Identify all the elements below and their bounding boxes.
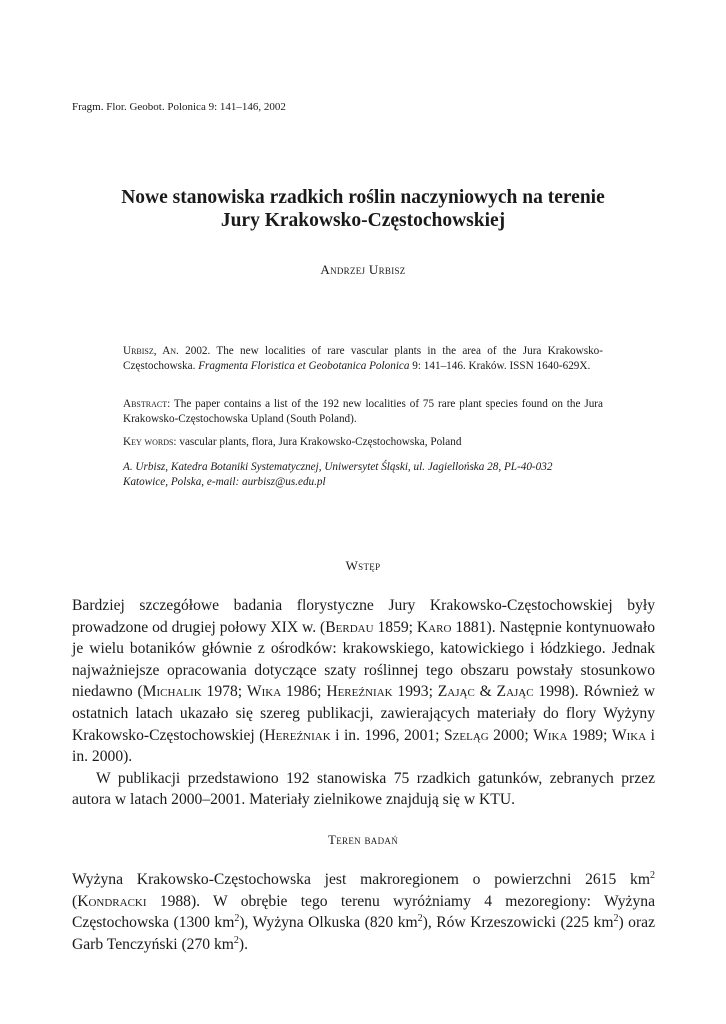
citation-text-2: 9: 141–146. Kraków. ISSN 1640-629X. — [409, 360, 591, 373]
cited-author: Hereźniak — [326, 683, 393, 701]
text-run: ( — [72, 892, 78, 910]
text-run: 1989; — [567, 726, 612, 744]
text-run: ) oraz Garb Tenczyński (270 km — [72, 914, 655, 953]
keywords-text: vascular plants, flora, Jura Krakowsko-Częstochowska, Poland — [176, 436, 462, 448]
keywords-label: Key words: — [123, 436, 177, 448]
text-run: 1998). Również w ostatnich latach ukazało się szereg publikacji, zawierających materiały do flory Wyżyny Krakowsko-Częstochowskiej ( — [72, 683, 655, 744]
text-run: 1978; — [201, 683, 247, 701]
journal-citation-header: Fragm. Flor. Geobot. Polonica 9: 141–146, 2002 — [72, 101, 286, 113]
intro-paragraph-1 — [72, 595, 655, 768]
superscript: 2 — [417, 913, 423, 924]
text-run: 1986; — [281, 683, 327, 701]
study-area-body — [72, 869, 655, 955]
text-run: ), Rów Krzeszowicki (225 km — [422, 914, 614, 932]
author-address — [123, 460, 603, 490]
study-area-paragraph — [72, 869, 655, 955]
text-run: ). — [238, 935, 248, 953]
abstract-text: The paper contains a list of the 192 new localities of 75 rare plant species found on the Jura Krakowsko-Częstochowska Upland (South Poland). — [123, 398, 603, 426]
intro-paragraph-2: W publikacji przedstawiono 192 stanowiska 75 rzadkich gatunków, zebranych przez autora w latach 2000–2001. Materiały zielnikowe znajdują się w KTU. — [72, 769, 655, 809]
section-heading-intro: Wstęp — [345, 558, 381, 573]
section-heading-study-area: Teren badań — [328, 832, 398, 847]
text-run: i in. 1996, 2001; — [330, 726, 444, 744]
cited-author: Szeląg — [443, 726, 489, 744]
citation-text-1: 2002. The new localities of rare vascular plants in the area of the Jura Krakowsko-Częstochowska. — [123, 345, 603, 373]
author-name: Andrzej Urbisz — [320, 262, 406, 277]
text-run: 1993; — [392, 683, 438, 701]
superscript: 2 — [650, 869, 655, 881]
text-run: ), Wyżyna Olkuska (820 km — [239, 914, 418, 932]
citation-block — [123, 344, 603, 374]
keywords — [123, 435, 603, 450]
address-line-1: A. Urbisz, Katedra Botaniki Systematycznej, Uniwersytet Śląski, ul. Jagiellońska 28, PL-40-032 — [123, 461, 553, 473]
cited-author: Berdau — [325, 618, 374, 636]
citation-journal: Fragmenta Floristica et Geobotanica Polonica — [198, 360, 410, 373]
superscript: 2 — [233, 934, 239, 946]
text-run: Wyżyna Krakowsko-Częstochowska jest makroregionem o powierzchni 2615 km — [72, 871, 650, 888]
abstract-label: Abstract: — [123, 398, 171, 410]
cited-author: Michalik — [142, 683, 202, 701]
address-line-2: Katowice, Polska, e-mail: aurbisz@us.edu.pl — [123, 476, 326, 489]
text-run: 2000; — [488, 726, 534, 744]
cited-author: Kondracki — [77, 892, 147, 910]
text-run: 1988). W obrębie tego terenu wyróżniamy 4 mezoregiony: Wyżyna Częstochowska (1300 km — [72, 892, 655, 932]
title-line-1: Nowe stanowiska rzadkich roślin naczyniowych na terenie — [121, 187, 605, 208]
intro-body — [72, 595, 655, 811]
title-line-2: Jury Krakowsko-Częstochowskiej — [220, 210, 506, 231]
cited-author: Zając & Zając — [437, 683, 534, 701]
text-run: Bardziej szczegółowe badania florystyczne Jury Krakowsko-Częstochowskiej były prowadzone od drugiej połowy XIX w. ( — [72, 597, 655, 636]
cited-author: Wika — [246, 683, 282, 701]
abstract — [123, 397, 603, 427]
text-run: 1881). Następnie kontynuowało je wielu botaników głównie z ośrodków: krakowskiego, katowickiego i łódzkiego. Jednak najważniejsze opracowania dotyczące szaty roślinnej tego obszaru powstały stosunkowo niedawno ( — [72, 618, 655, 701]
cited-author: Karo — [416, 618, 452, 636]
text-run: 1859; — [373, 618, 417, 636]
cited-author: Wika — [533, 726, 568, 744]
article-title — [0, 186, 726, 232]
superscript: 2 — [234, 913, 240, 924]
cited-author: Hereźniak — [264, 726, 331, 744]
text-run: i in. 2000). — [72, 726, 655, 766]
citation-author: Urbisz, An. — [123, 345, 179, 357]
superscript: 2 — [613, 913, 619, 924]
cited-author: Wika — [611, 726, 647, 744]
